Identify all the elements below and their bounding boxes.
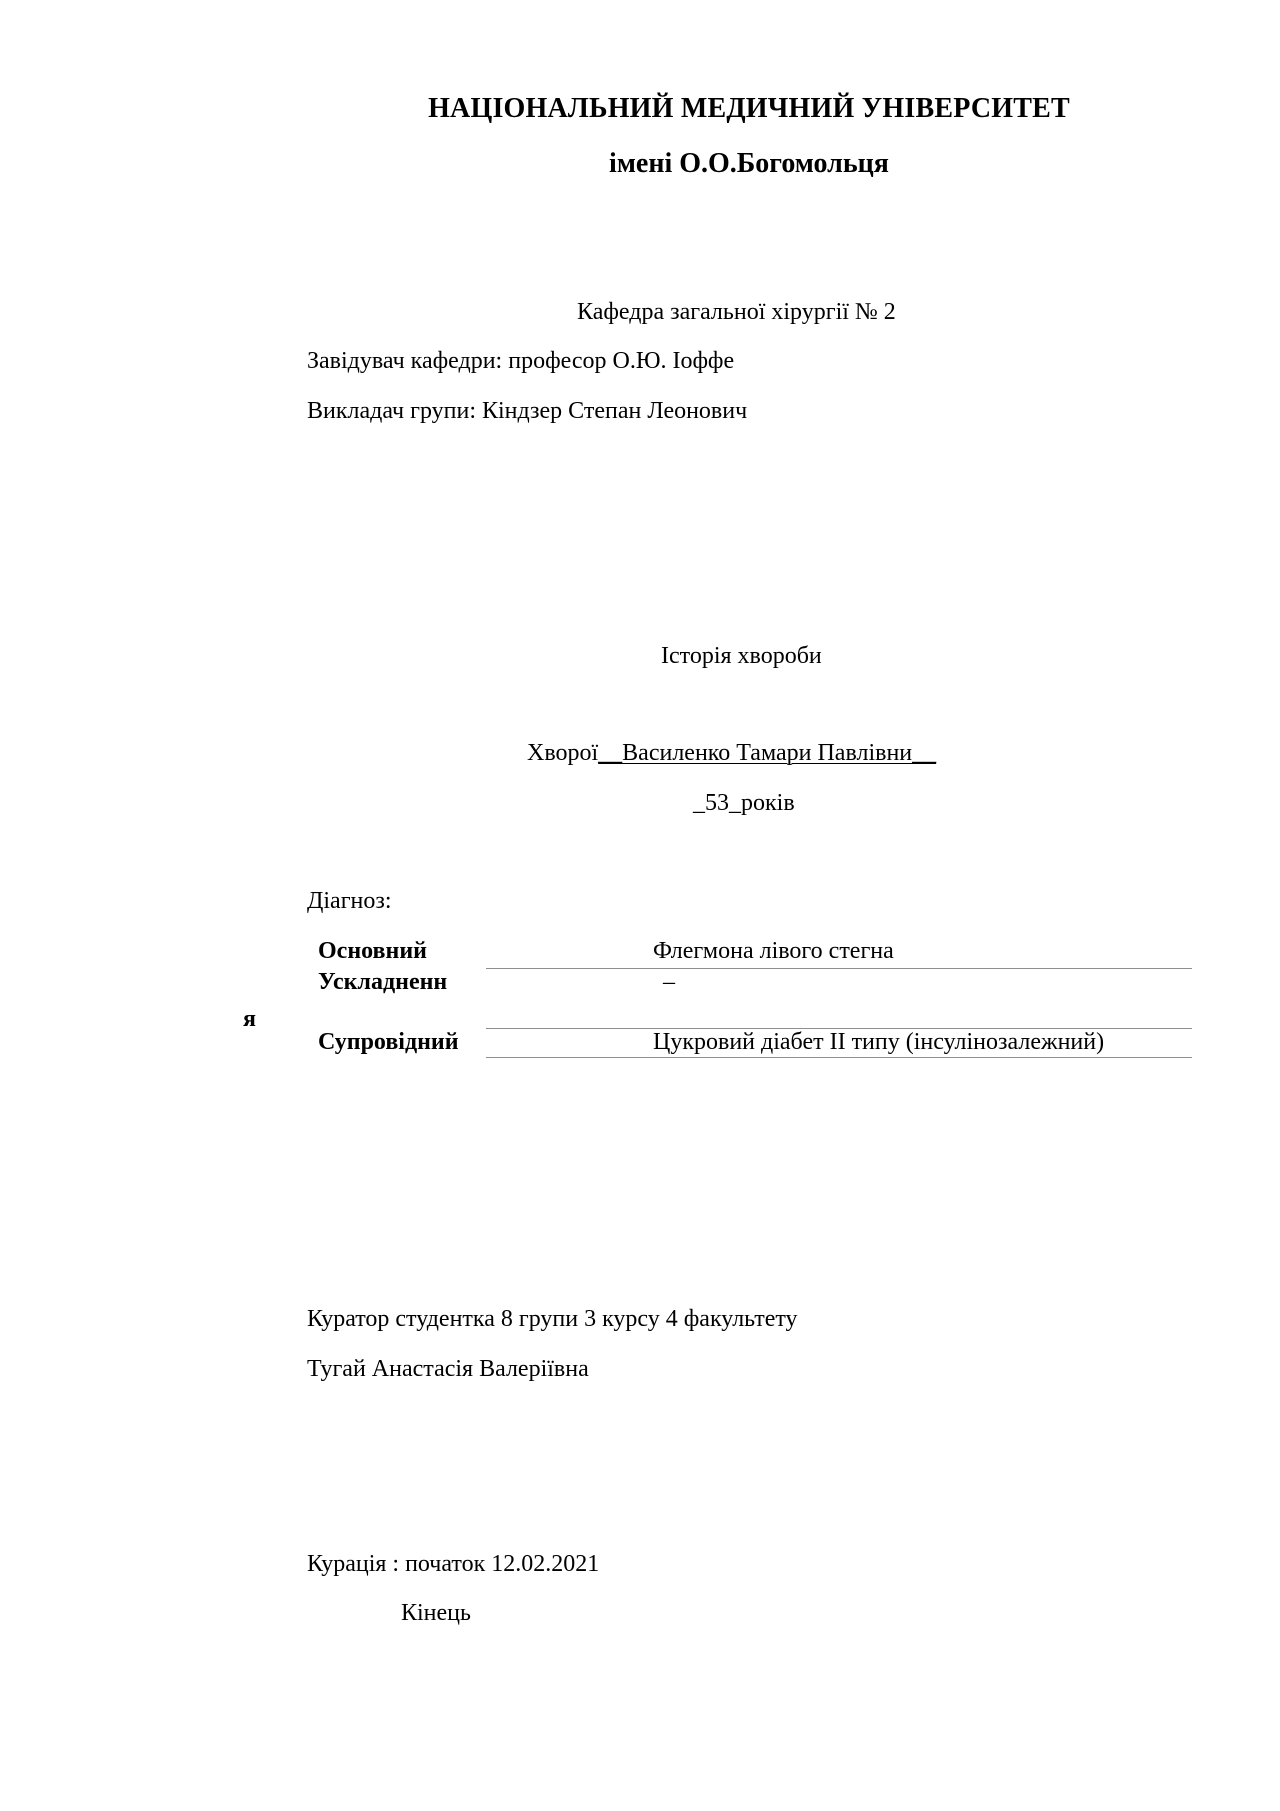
- concomitant-diagnosis-value: Цукровий діабет ІІ типу (інсулінозалежний): [653, 1029, 1105, 1055]
- curator-name: Тугай Анастасія Валеріївна: [307, 1356, 589, 1382]
- curation-end: Кінець: [401, 1600, 471, 1626]
- department-head: Завідувач кафедри: професор О.Ю. Іоффе: [307, 348, 735, 374]
- patient-prefix: Хворої: [527, 740, 599, 766]
- document-title: Історія хвороби: [661, 643, 822, 669]
- concomitant-diagnosis-underline: [486, 1057, 1192, 1058]
- patient-name: __Василенко Тамари Павлівни__: [598, 740, 937, 766]
- main-diagnosis-label: Основний: [318, 938, 427, 964]
- university-title: НАЦІОНАЛЬНИЙ МЕДИЧНИЙ УНІВЕРСИТЕТ: [428, 93, 1070, 124]
- complication-wrapped-fragment: я: [243, 1006, 256, 1032]
- main-diagnosis-underline: [486, 968, 1192, 969]
- complication-label: Ускладненн: [318, 969, 448, 995]
- complication-value: –: [663, 969, 675, 995]
- diagnosis-label: Діагноз:: [307, 888, 392, 914]
- curation-start: Курація : початок 12.02.2021: [307, 1551, 600, 1577]
- patient-age: _53_років: [693, 790, 795, 816]
- main-diagnosis-value: Флегмона лівого стегна: [653, 938, 894, 964]
- concomitant-diagnosis-label: Супровідний: [318, 1029, 459, 1055]
- university-subtitle: імені О.О.Богомольця: [609, 148, 889, 179]
- curator-line: Куратор студентка 8 групи 3 курсу 4 факультету: [307, 1306, 798, 1332]
- patient-line: [527, 740, 936, 768]
- department-name: Кафедра загальної хірургії № 2: [577, 299, 896, 325]
- group-teacher: Викладач групи: Кіндзер Степан Леонович: [307, 398, 748, 424]
